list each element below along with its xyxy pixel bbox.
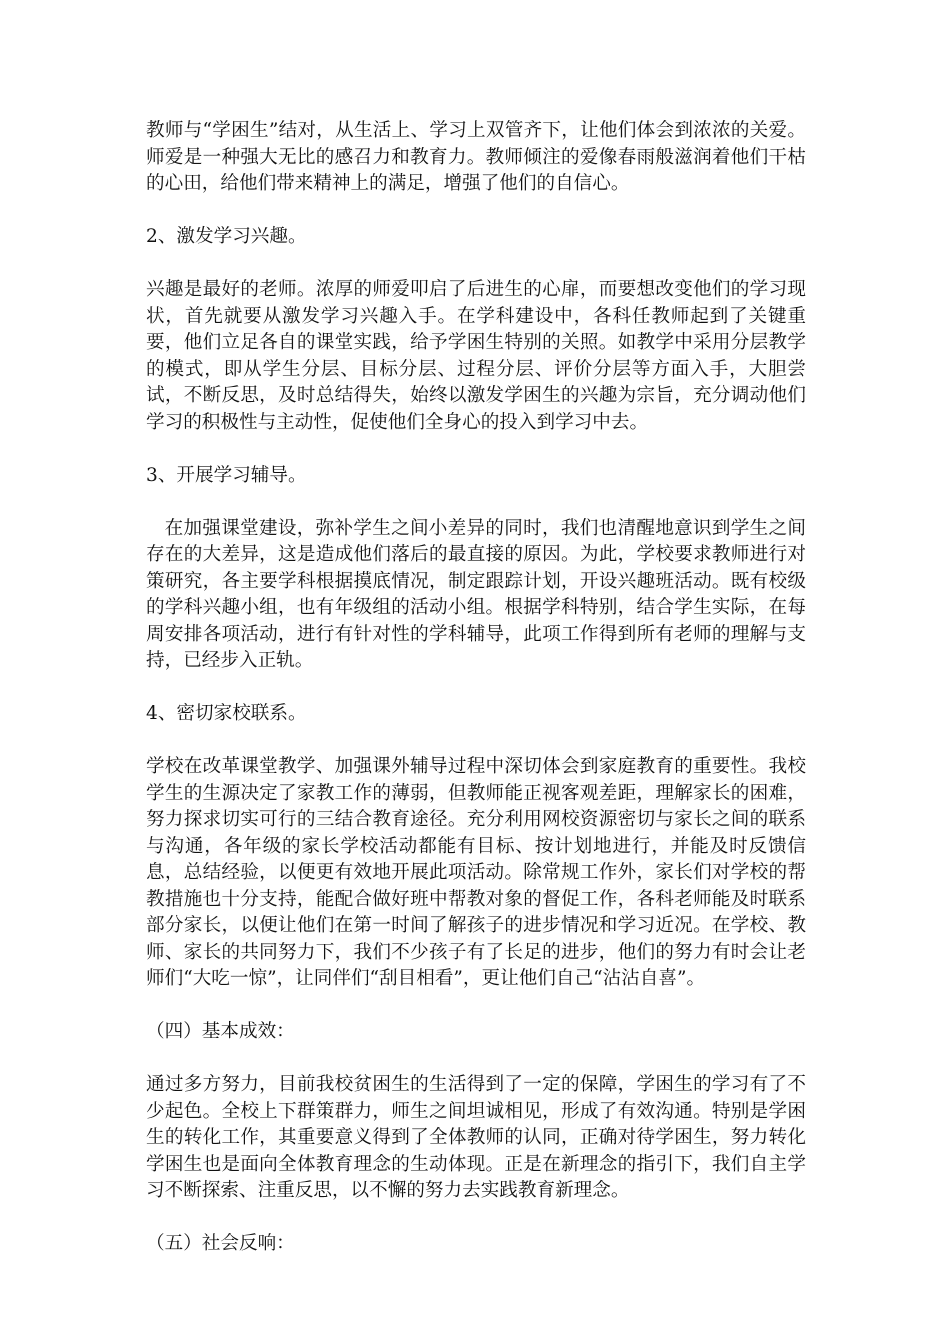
paragraph-teacher-care: 教师与“学困生”结对，从生活上、学习上双管齐下，让他们体会到浓浓的关爱。师爱是一种强大无比的感召力和教育力。教师倾注的爱像春雨般滋润着他们干枯的心田，给他们带来精神上的满足，增强了他们的自信心。 [146,120,806,194]
heading-social-response: （五）社会反响： [146,1233,295,1254]
spacer [146,993,806,1020]
heading-study-tutoring: 3、开展学习辅导。 [146,464,307,486]
paragraph-results: 通过多方努力，目前我校贫困生的生活得到了一定的保障，学困生的学习有了不少起色。全校上下群策群力，师生之间坦诚相见，形成了有效沟通。特别是学困生的转化工作，其重要意义得到了全体教师的认同，正确对待学困生，努力转化学困生也是面向全体教育理念的生动体现。正是在新理念的指引下，我们自主学习不断探索、注重反思，以不懈的努力去实践教育新理念。 [146,1074,806,1201]
heading-stimulate-interest: 2、激发学习兴趣。 [146,226,307,247]
spacer [146,436,806,463]
paragraph-tutoring: 在加强课堂建设，弥补学生之间小差异的同时，我们也清醒地意识到学生之间存在的大差异，这是造成他们落后的最直接的原因。为此，学校要求教师进行对策研究，各主要学科根据摸底情况，制定跟踪计划，开设兴趣班活动。既有校级的学科兴趣小组，也有年级组的活动小组。根据学科特别，结合学生实际，在每周安排各项活动，进行有针对性的学科辅导，此项工作得到所有老师的理解与支持，已经步入正轨。 [146,517,806,671]
spacer [146,489,806,516]
spacer [146,1046,806,1073]
paragraph-interest: 兴趣是最好的老师。浓厚的师爱叩启了后进生的心扉，而要想改变他们的学习现状，首先就要从激发学习兴趣入手。在学科建设中，各科任教师起到了关键重要，他们立足各自的课堂实践，给予学困生特别的关照。如教学中采用分层教学的模式，即从学生分层、目标分层、过程分层、评价分层等方面入手，大胆尝试，不断反思，及时总结得失，始终以激发学困生的兴趣为宗旨，充分调动他们学习的积极性与主动性，促使他们全身心的投入到学习中去。 [146,279,806,433]
heading-basic-results: （四）基本成效： [146,1021,295,1042]
spacer [146,728,806,755]
spacer [146,1205,806,1232]
paragraph-home-school: 学校在改革课堂教学、加强课外辅导过程中深切体会到家庭教育的重要性。我校学生的生源决定了家教工作的薄弱，但教师能正视客观差距，理解家长的困难，努力探求切实可行的三结合教育途径。充分利用网校资源密切与家长之间的联系与沟通，各年级的家长学校活动都能有目标、按计划地进行，并能及时反馈信息，总结经验，以便更有效地开展此项活动。除常规工作外，家长们对学校的帮教措施也十分支持，能配合做好班中帮教对象的督促工作，各科老师能及时联系部分家长，以便让他们在第一时间了解孩子的进步情况和学习近况。在学校、教师、家长的共同努力下，我们不少孩子有了长足的进步，他们的努力有时会让老师们“大吃一惊”，让同伴们“刮目相看”，更让他们自己“沾沾自喜”。 [146,756,806,989]
heading-home-school: 4、密切家校联系。 [146,703,307,724]
spacer [146,251,806,278]
spacer [146,675,806,702]
spacer [146,198,806,225]
document-page [146,118,806,1258]
